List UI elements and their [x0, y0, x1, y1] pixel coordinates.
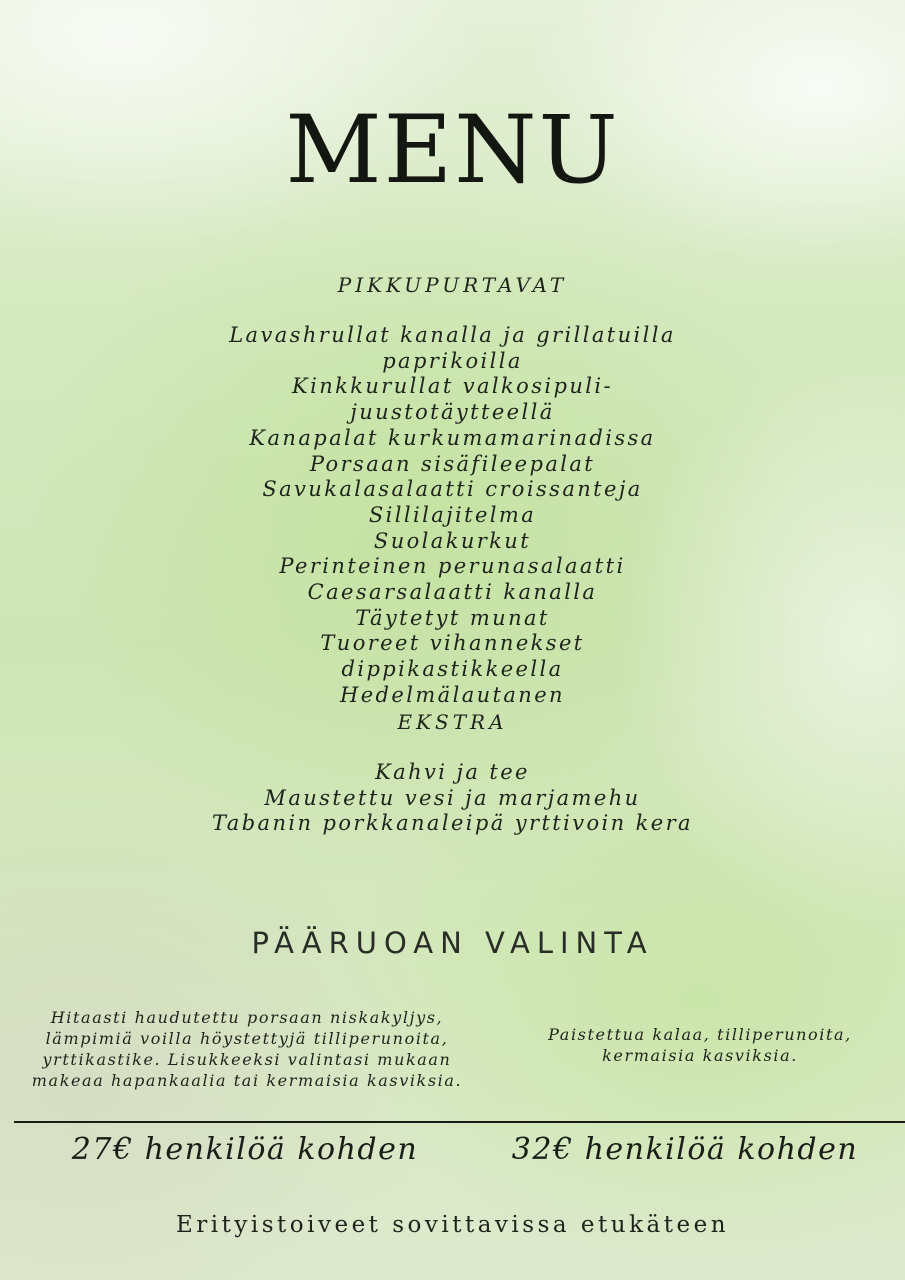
price-pork: 27€ henkilöä kohden [71, 1132, 419, 1167]
menu-item: Tabanin porkkanaleipä yrttivoin kera [212, 811, 693, 836]
menu-item: Hedelmälautanen [340, 682, 565, 707]
section-heading-pikkupurtavat: PIKKUPURTAVAT [337, 273, 568, 297]
ekstra-list [0, 760, 905, 837]
menu-item: Maustettu vesi ja marjamehu [264, 785, 641, 810]
menu-title: MENU [285, 96, 620, 205]
menu-item: Perinteinen perunasalaatti [279, 554, 626, 579]
menu-item: Caesarsalaatti kanalla [307, 580, 598, 605]
menu-item: Lavashrullat kanalla ja grillatuilla paprikoilla [229, 323, 676, 373]
main-course-heading: PÄÄRUOAN VALINTA [251, 926, 654, 960]
menu-item: Kanapalat kurkumamarinadissa [249, 425, 656, 450]
divider-line [14, 1121, 905, 1123]
menu-item: Savukalasalaatti croissanteja [262, 477, 643, 502]
price-fish: 32€ henkilöä kohden [511, 1132, 859, 1167]
pikkupurtavat-list [0, 323, 905, 709]
footer-note: Erityistoiveet sovittavissa etukäteen [175, 1212, 730, 1238]
section-heading-ekstra: EKSTRA [397, 710, 508, 734]
main-course-option-fish: Paistettua kalaa, tilliperunoita, kermaisia kasviksia. [548, 1025, 852, 1065]
menu-item: Kinkkurullat valkosipuli-juustotäytteellä [292, 374, 613, 425]
menu-item: Porsaan sisäfileepalat [309, 451, 596, 476]
menu-item: Sillilajitelma [368, 502, 537, 527]
menu-item: Kahvi ja tee [375, 760, 530, 784]
menu-item: Täytetyt munat [355, 605, 550, 630]
menu-item: Suolakurkut [373, 528, 532, 553]
main-course-option-pork: Hitaasti haudutettu porsaan niskakyljys, lämpimiä voilla höystettyjä tilliperunoita, yrttikastike. Lisukkeeksi valintasi mukaan makeaa hapankaalia tai kermaisia kasviksia. [31, 1008, 463, 1090]
menu-item: Tuoreet vihannekset dippikastikkeella [320, 631, 585, 682]
